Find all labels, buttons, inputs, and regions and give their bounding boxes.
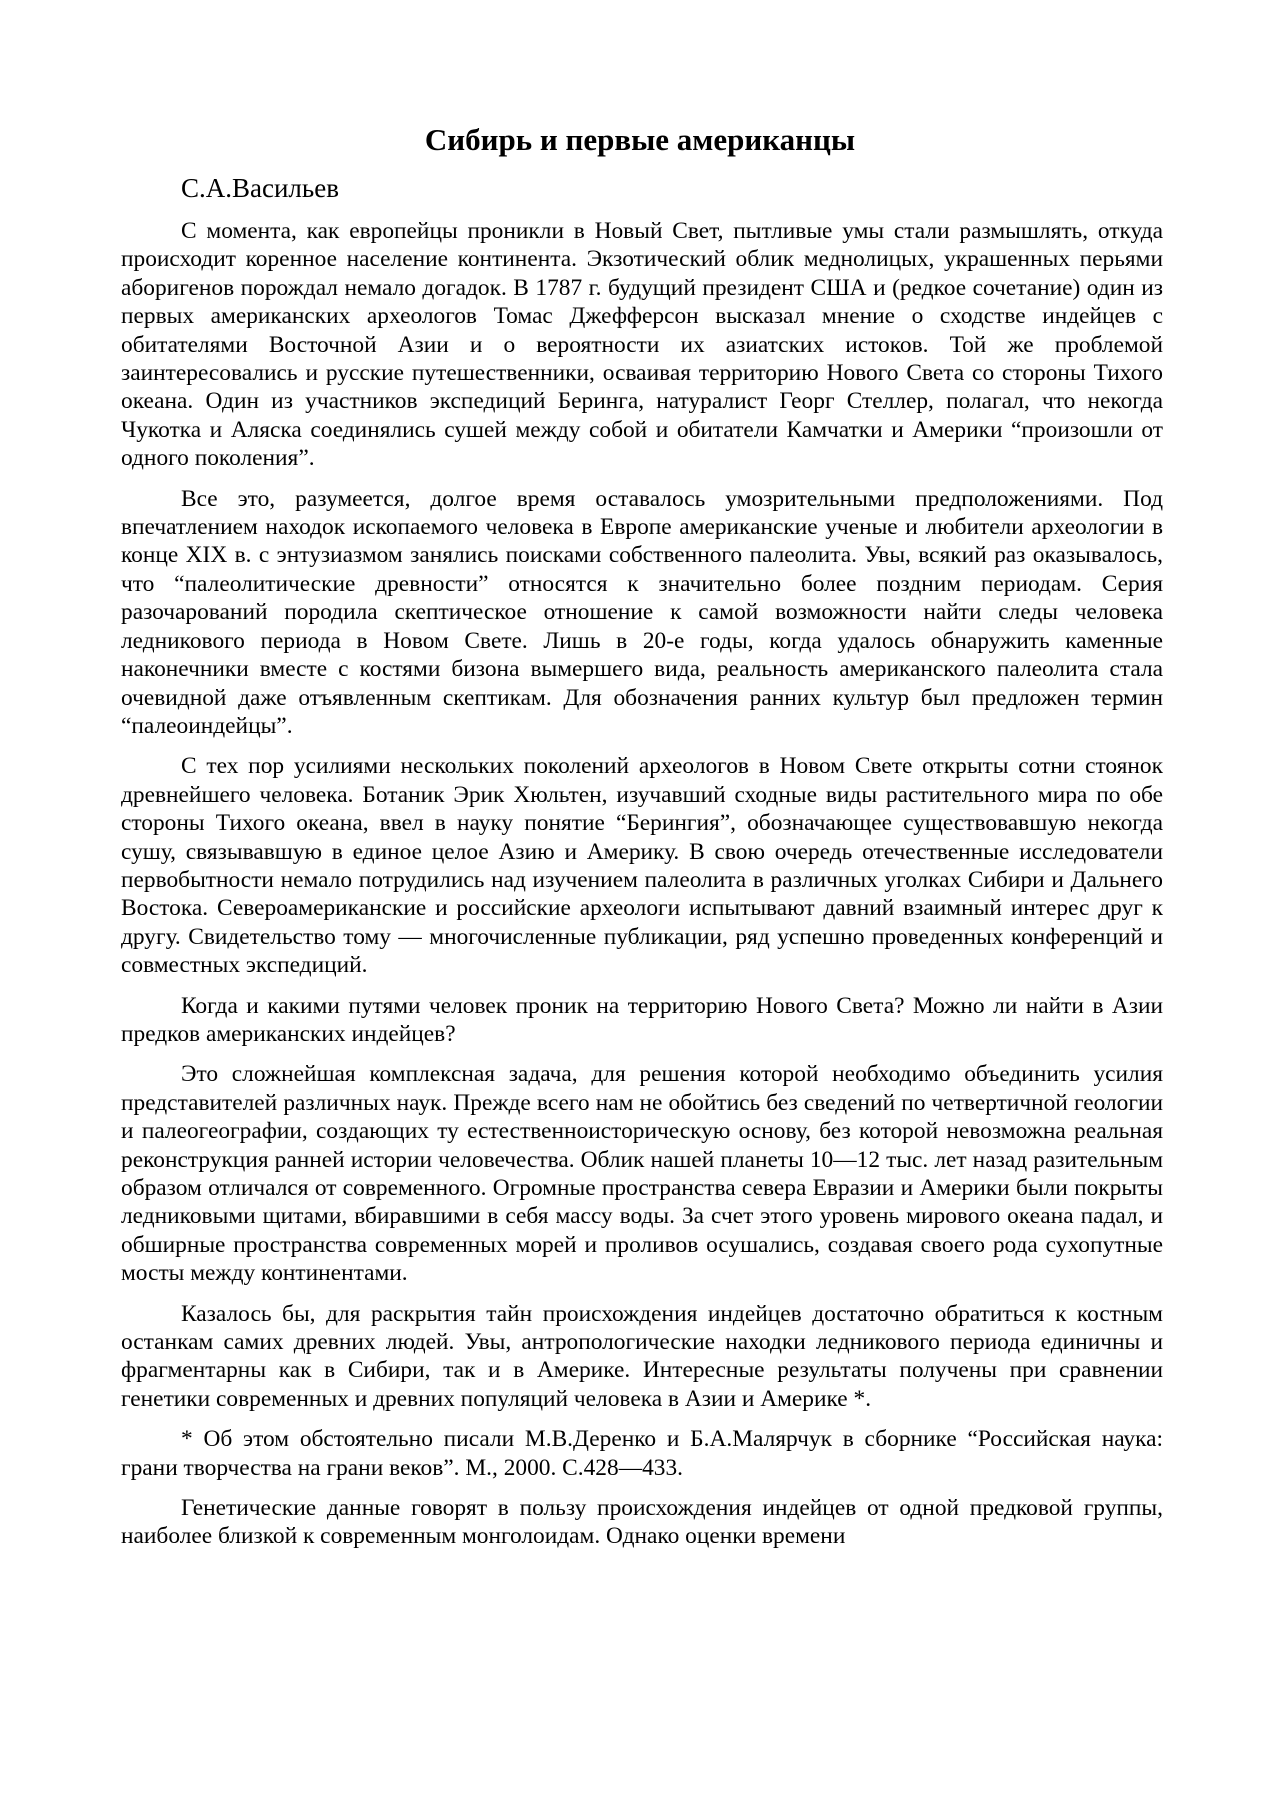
paragraph-4: Когда и какими путями человек проник на территорию Нового Света? Можно ли найти в Азии предков американских индейцев? xyxy=(121,992,1163,1047)
footnote: * Об этом обстоятельно писали М.В.Деренко и Б.А.Малярчук в сборнике “Российская наука: грани творчества на грани веков”. М., 2000. С.428—433. xyxy=(121,1426,1163,1481)
paragraph-3: С тех пор усилиями нескольких поколений археологов в Новом Свете открыты сотни стоянок древнейшего человека. Ботаник Эрик Хюльтен, изучавший сходные виды растительного мира по обе стороны Тихого океана, ввел в науку понятие “Берингия”, обозначающее существовавшую некогда сушу, связывавшую в единое целое Азию и Америку. В свою очередь отечественные исследователи первобытности немало потрудились над изучением палеолита в различных уголках Сибири и Дальнего Востока. Североамериканские и российские археологи испытывают давний взаимный интерес друг к другу. Свидетельство тому — многочисленные публикации, ряд успешно проведенных конференций и совместных экспедиций. xyxy=(121,753,1163,979)
paragraph-5: Это сложнейшая комплексная задача, для решения которой необходимо объединить усилия представителей различных наук. Прежде всего нам не обойтись без сведений по четвертичной геологии и палеогеографии, создающих ту естественноисторическую основу, без которой невозможна реальная реконструкция ранней истории человечества. Облик нашей планеты 10—12 тыс. лет назад разительным образом отличался от современного. Огромные пространства севера Евразии и Америки были покрыты ледниковыми щитами, вбиравшими в себя массу воды. За счет этого уровень мирового океана падал, и обширные пространства современных морей и проливов осушались, создавая своего рода сухопутные мосты между континентами. xyxy=(121,1061,1163,1287)
paragraph-1: С момента, как европейцы проникли в Новый Свет, пытливые умы стали размышлять, откуда происходит коренное население континента. Экзотический облик меднолицых, украшенных перьями аборигенов порождал немало догадок. В 1787 г. будущий президент США и (редкое сочетание) один из первых американских археологов Томас Джефферсон высказал мнение о сходстве индейцев с обитателями Восточной Азии и о вероятности их азиатских истоков. Той же проблемой заинтересовались и русские путешественники, осваивая территорию Нового Света со стороны Тихого океана. Один из участников экспедиций Беринга, натуралист Георг Стеллер, полагал, что некогда Чукотка и Аляска соединялись сушей между собой и обитатели Камчатки и Америки “произошли от одного поколения”. xyxy=(121,218,1163,472)
document-title: Сибирь и первые американцы xyxy=(424,122,856,157)
body-text xyxy=(121,217,1163,1563)
paragraph-2: Все это, разумеется, долгое время оставалось умозрительными предположениями. Под впечатлением находок ископаемого человека в Европе американские ученые и любители археологии в конце XIX в. с энтузиазмом занялись поисками собственного палеолита. Увы, всякий раз оказывалось, что “палеолитические древности” относятся к значительно более поздним периодам. Серия разочарований породила скептическое отношение к самой возможности найти следы человека ледникового периода в Новом Свете. Лишь в 20-е годы, когда удалось обнаружить каменные наконечники вместе с костями бизона вымершего вида, реальность американского палеолита стала очевидной даже отъявленным скептикам. Для обозначения ранних культур был предложен термин “палеоиндейцы”. xyxy=(121,485,1163,739)
author-name: С.А.Васильев xyxy=(181,173,339,203)
paragraph-7: Генетические данные говорят в пользу происхождения индейцев от одной предковой группы, наиболее близкой к современным монголоидам. Однако оценки времени xyxy=(121,1495,1163,1550)
paragraph-6: Казалось бы, для раскрытия тайн происхождения индейцев достаточно обратиться к костным останкам самих древних людей. Увы, антропологические находки ледникового периода единичны и фрагментарны как в Сибири, так и в Америке. Интересные результаты получены при сравнении генетики современных и древних популяций человека в Азии и Америке *. xyxy=(121,1300,1163,1412)
